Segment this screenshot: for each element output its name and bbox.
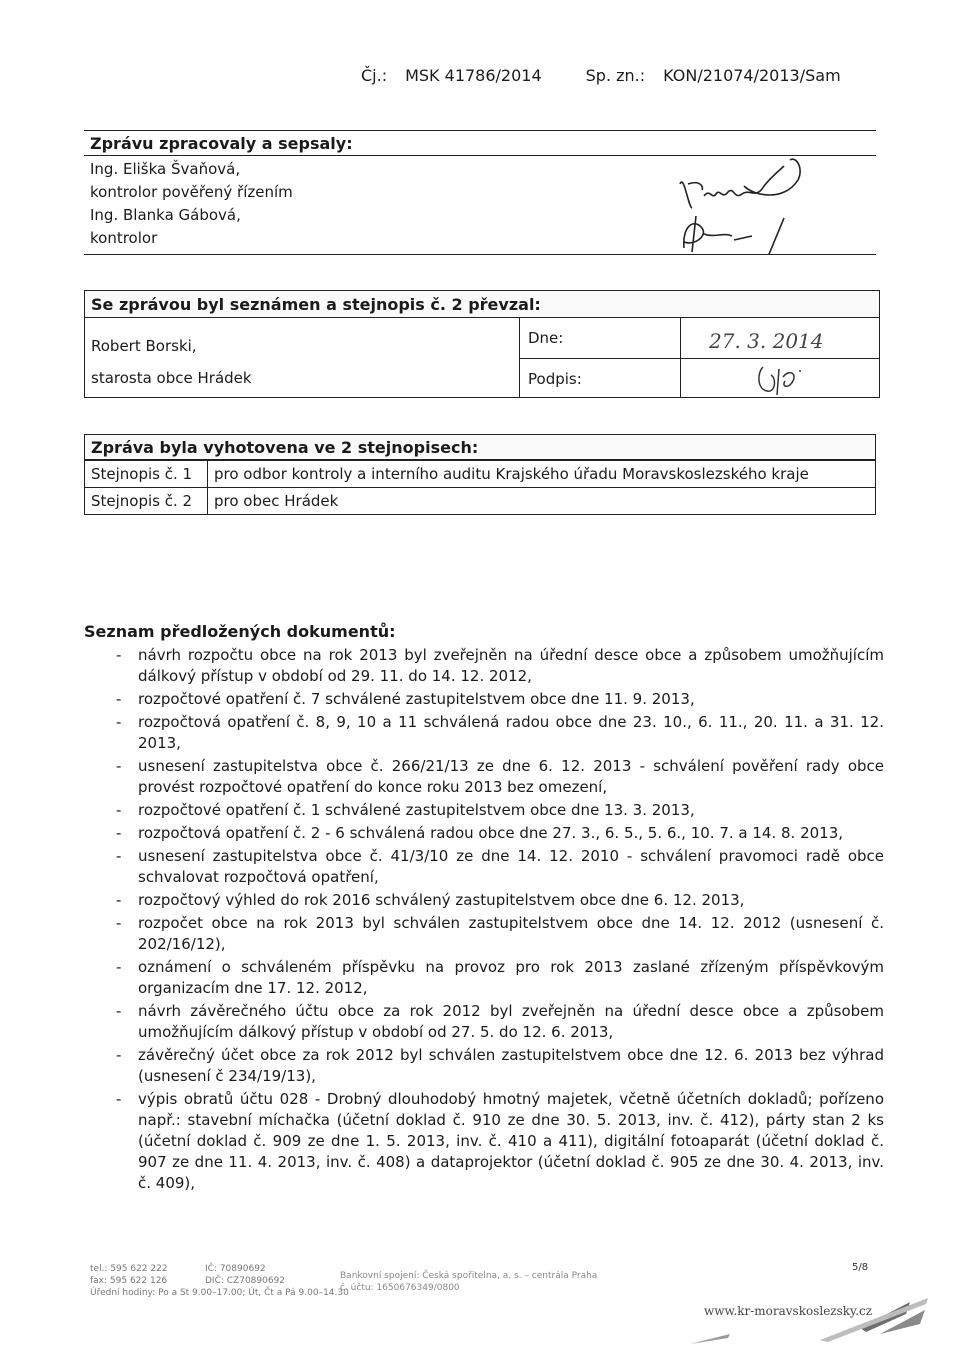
footer-website[interactable]: www.kr-moravskoslezsky.cz [704,1304,873,1318]
cj-value: MSK 41786/2014 [405,66,542,85]
inspector-2-name: Ing. Blanka Gábová, [90,206,241,224]
list-item: - závěrečný účet obce za rok 2012 byl schválen zastupitelstvem obce dne 12. 6. 2013 bez výhrad (usnesení č 234/19/13), [84,1045,884,1087]
footer-fax: fax: 595 622 126 [90,1276,168,1286]
recipient-role: starosta obce Hrádek [91,369,252,387]
copy-2-label: Stejnopis č. 2 [85,488,208,515]
prepared-by-section [84,130,876,255]
prepared-by-names [90,158,293,250]
ack-values [679,318,879,398]
handwritten-signatures [584,156,876,254]
inspector-signatures [584,156,876,254]
ack-labels [519,318,681,398]
copy-1-label: Stejnopis č. 1 [85,461,208,488]
copies-section [84,434,876,515]
recipient-name: Robert Borski, [91,337,197,355]
documents-heading: Seznam předložených dokumentů: [84,622,396,641]
list-item: - rozpočtové opatření č. 7 schválené zastupitelstvem obce dne 11. 9. 2013, [84,689,884,710]
inspector-1-name: Ing. Eliška Švaňová, [90,160,241,178]
prepared-by-heading: Zprávu zpracovaly a sepsaly: [84,130,876,156]
documents-section [84,622,884,1196]
recipient-signature [679,359,879,399]
spzn-value: KON/21074/2013/Sam [663,66,841,85]
footer-tel: tel.: 595 622 222 [90,1264,168,1274]
reference-line [361,66,859,85]
date-value-cell [679,318,879,358]
copies-heading: Zpráva byla vyhotovena ve 2 stejnopisech: [84,434,876,460]
signature-value-cell [679,358,879,398]
signature-label: Podpis: [520,358,680,398]
footer-bank [340,1270,597,1294]
date-label: Dne: [528,329,564,347]
footer-bank-line2: č. účtu: 1650676349/0800 [340,1283,460,1293]
documents-list [84,645,884,1194]
copy-2-value: pro obec Hrádek [208,488,876,515]
list-item: - návrh závěrečného účtu obce za rok 2012 byl zveřejněn na úřední desce obce a způsobem umožňujícím dálkový přístup v období od 27. 5. do 12. 6. 2013, [84,1001,884,1043]
acknowledgement-heading: Se zprávou byl seznámen a stejnopis č. 2 převzal: [84,290,880,318]
list-item: - rozpočtová opatření č. 2 - 6 schválená radou obce dne 27. 3., 6. 5., 5. 6., 10. 7. a 14. 8. 2013, [84,823,884,844]
footer-hours: Úřední hodiny: Po a St 9.00–17.00; Út, Čt a Pá 9.00–14.30 [90,1288,349,1298]
handwritten-date [679,318,879,358]
list-item: - usnesení zastupitelstva obce č. 41/3/10 ze dne 14. 12. 2010 - schválení pravomoci radě obce schvalovat rozpočtová opatření, [84,846,884,888]
spzn-label: Sp. zn.: [585,66,646,85]
list-item: - rozpočet obce na rok 2013 byl schválen zastupitelstvem obce dne 14. 12. 2012 (usnesení č. 202/16/12), [84,913,884,955]
recipient [91,330,252,394]
list-item: - návrh rozpočtu obce na rok 2013 byl zveřejněn na úřední desce obce a způsobem umožňujícím dálkový přístup v období od 29. 11. do 14. 12. 2012, [84,645,884,687]
table-row [85,461,876,488]
footer-contacts [90,1263,349,1299]
footer-ic: IČ: 70890692 [205,1264,266,1274]
page-number: 5/8 [852,1262,869,1273]
list-item: - oznámení o schváleném příspěvku na provoz pro rok 2013 zaslané zřízeným příspěvkovým organizacím dne 17. 12. 2012, [84,957,884,999]
list-item: - rozpočtové opatření č. 1 schválené zastupitelstvem obce dne 13. 3. 2013, [84,800,884,821]
list-item: - usnesení zastupitelstva obce č. 266/21/13 ze dne 6. 12. 2013 - schválení pověření rady obce provést rozpočtové opatření do konce roku 2013 bez omezení, [84,756,884,798]
acknowledgement-section [84,290,880,398]
table-row [85,488,876,515]
footer-dic: DIČ: CZ70890692 [205,1276,286,1286]
acknowledgement-body [84,318,880,398]
list-item: - výpis obratů účtu 028 - Drobný dlouhodobý hmotný majetek, včetně účetních dokladů; pořízeno např.: stavební míchačka (účetní doklad č. 910 ze dne 30. 5. 2013, inv. č. 412), párty stan 2 ks (účetní doklad č. 909 ze dne 1. 5. 2013, inv. č. 410 a 411), digitální fotoaparát (účetní doklad č. 907 ze dne 11. 4. 2013, inv. č. 408) a dataprojektor (účetní doklad č. 905 ze dne 30. 4. 2013, inv. č. 409), [84,1089,884,1194]
list-item: - rozpočtový výhled do rok 2016 schválený zastupitelstvem obce dne 6. 12. 2013, [84,890,884,911]
list-item: - rozpočtová opatření č. 8, 9, 10 a 11 schválená radou obce dne 23. 10., 6. 11., 20. 11. a 31. 12. 2013, [84,712,884,754]
inspector-1-role: kontrolor pověřený řízením [90,183,293,201]
cj-label: Čj.: [361,66,388,85]
footer-bank-line1: Bankovní spojení: Česká spořitelna, a. s. – centrála Praha [340,1271,598,1281]
copies-table [84,460,876,515]
handwritten-date-text: 27. 3. 2014 [709,329,824,353]
copy-1-value: pro odbor kontroly a interního auditu Krajského úřadu Moravskoslezského kraje [208,461,876,488]
inspector-2-role: kontrolor [90,229,158,247]
